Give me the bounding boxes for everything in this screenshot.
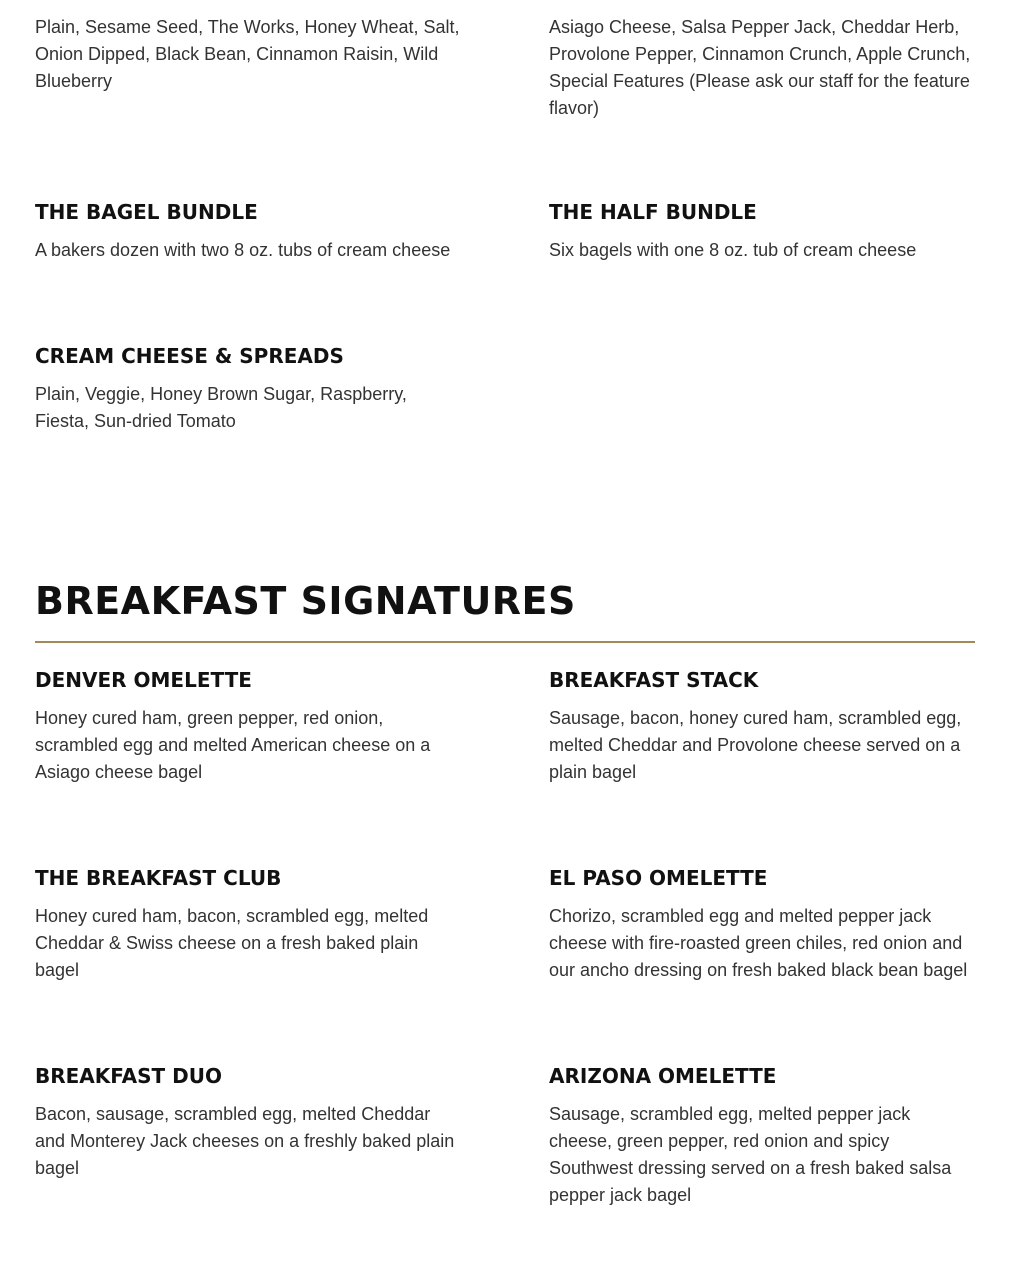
menu-item-arizona-omelette [549,1063,974,1209]
bagel-flavors-left [35,14,460,95]
menu-item-description: Bacon, sausage, scrambled egg, melted Cheddar and Monterey Jack cheeses on a freshly baked plain bagel [35,1104,455,1178]
menu-item-title: THE HALF BUNDLE [549,200,757,224]
menu-item-title: DENVER OMELETTE [35,668,252,692]
menu-item-description: Six bagels with one 8 oz. tub of cream cheese [549,240,917,260]
section-title-breakfast-signatures: BREAKFAST SIGNATURES [35,579,576,623]
menu-item-title: CREAM CHEESE & SPREADS [35,344,344,368]
menu-item-breakfast-club [35,865,465,984]
bagel-flavors-right [549,14,974,122]
menu-item-description: Sausage, scrambled egg, melted pepper jack cheese, green pepper, red onion and spicy Southwest dressing served on a fresh baked salsa pepper jack bagel [549,1104,952,1205]
menu-item-description: Chorizo, scrambled egg and melted pepper jack cheese with fire-roasted green chiles, red onion and our ancho dressing on fresh baked black bean bagel [549,906,968,980]
menu-item-denver-omelette [35,667,465,786]
menu-item-breakfast-duo [35,1063,465,1182]
menu-item-title: EL PASO OMELETTE [549,866,768,890]
menu-item-description: A bakers dozen with two 8 oz. tubs of cream cheese [35,240,451,260]
menu-item-description: Honey cured ham, bacon, scrambled egg, melted Cheddar & Swiss cheese on a fresh baked plain bagel [35,906,429,980]
menu-item-breakfast-stack [549,667,974,786]
menu-item-el-paso-omelette [549,865,974,984]
menu-item-title: ARIZONA OMELETTE [549,1064,777,1088]
menu-item-half-bundle [549,199,974,264]
menu-item-cream-cheese [35,343,465,435]
menu-item-title: BREAKFAST DUO [35,1064,222,1088]
bagel-flavors-right-description: Asiago Cheese, Salsa Pepper Jack, Cheddar Herb, Provolone Pepper, Cinnamon Crunch, Apple Crunch, Special Features (Please ask our staff for the feature flavor) [549,17,971,118]
section-divider [35,641,975,643]
bagel-flavors-left-description: Plain, Sesame Seed, The Works, Honey Wheat, Salt, Onion Dipped, Black Bean, Cinnamon Raisin, Wild Blueberry [35,17,460,91]
menu-item-title: THE BREAKFAST CLUB [35,866,282,890]
menu-item-bagel-bundle [35,199,465,264]
menu-item-title: BREAKFAST STACK [549,668,759,692]
menu-item-description: Plain, Veggie, Honey Brown Sugar, Raspberry, Fiesta, Sun-dried Tomato [35,384,407,431]
menu-item-description: Honey cured ham, green pepper, red onion, scrambled egg and melted American cheese on a Asiago cheese bagel [35,708,431,782]
menu-item-title: THE BAGEL BUNDLE [35,200,258,224]
menu-item-description: Sausage, bacon, honey cured ham, scrambled egg, melted Cheddar and Provolone cheese served on a plain bagel [549,708,962,782]
